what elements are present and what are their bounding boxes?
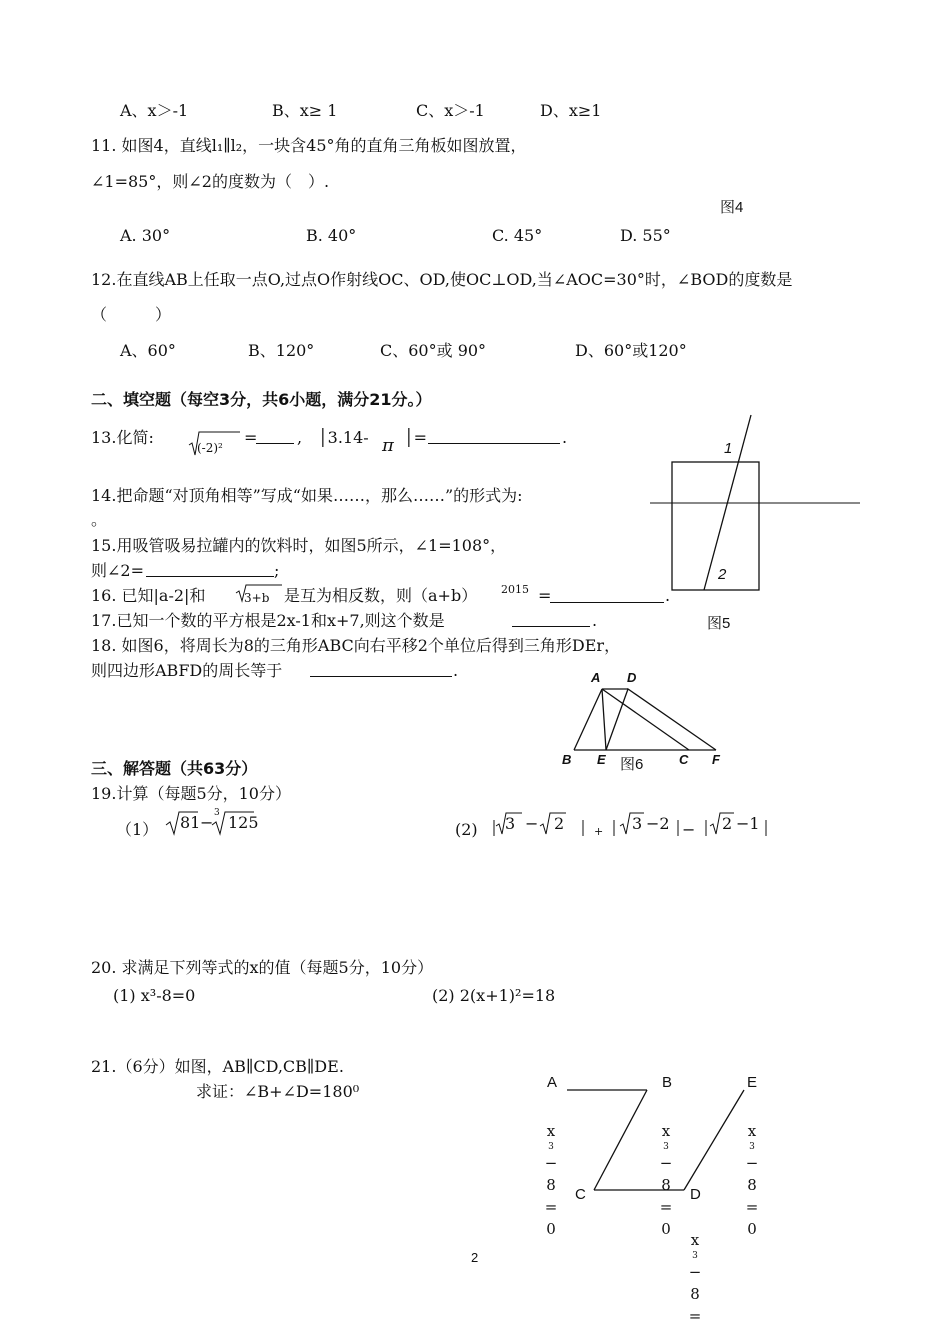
q19-p1-root-index: 3 (214, 808, 220, 818)
q13-abs-end: │= (404, 428, 428, 447)
fig6-label-f: F (712, 752, 720, 767)
q16-end: . (665, 586, 671, 605)
q11-option-b: B. 40° (306, 226, 357, 245)
q12-option-d: D、60°或120° (575, 341, 687, 360)
q19-p2-minus-2: −2 (646, 814, 670, 833)
page-number: 2 (471, 1250, 479, 1265)
q19-part2-label: (2) (455, 820, 478, 839)
q10-option-c: C、x＞-1 (416, 101, 485, 120)
q19-p2-radical-3 (620, 813, 644, 834)
fig6-triangle-abc-left (574, 689, 606, 750)
fig6-label-c: C (679, 752, 689, 767)
q14-text: 14.把命题“对顶角相等”写成“如果……，那么……”的形式为: (91, 486, 523, 505)
q13-abs: │3.14- (318, 428, 369, 447)
q19-p2-radicand-2: 2 (554, 814, 565, 833)
section2-heading: 二、填空题（每空3分，共6小题，满分21分。） (91, 390, 432, 409)
q13-comma: , (297, 428, 303, 447)
fig21-label-b: B (662, 1074, 673, 1091)
q16-radicand: 3+b (244, 591, 270, 605)
q18-line2: 则四边形ABFD的周长等于 (91, 661, 283, 680)
q11-line2: ∠1=85°，则∠2的度数为（ ）. (91, 172, 330, 191)
q19-p2-radical-4 (710, 813, 734, 834)
q18-line1: 18. 如图6，将周长为8的三角形ABC向右平移2个单位后得到三角形DEr， (91, 636, 621, 655)
fig21-overflow-column-b: x 3 − 8 = 0 (659, 1122, 673, 1238)
fig6-label: 图6 (620, 756, 644, 773)
q19-p1-radicand-1: 81 (180, 813, 201, 832)
fig6-label-a: A (591, 670, 601, 685)
q19-p1-radicand-2: 125 (228, 813, 259, 832)
fig21-overflow-column-d: x 3 − 8 = (688, 1231, 702, 1325)
q16-prefix: 16. 已知|a-2|和 (91, 586, 206, 605)
q16-exponent: 2015 (501, 583, 529, 596)
q12-line1: 12.在直线AB上任取一点O,过点O作射线OC、OD,使OC⊥OD,当∠AOC=30°时，∠BOD的度数是 (91, 270, 793, 289)
q11-option-d: D. 55° (620, 226, 671, 245)
q21-line1: 21.（6分）如图，AB∥CD,CB∥DE. (91, 1057, 344, 1076)
fig21-label-e: E (747, 1074, 758, 1091)
q19-part1-label: （1） (116, 820, 159, 839)
q18-end: . (453, 661, 459, 680)
q16-equals: = (538, 586, 552, 605)
fig21-overflow-column-a: x 3 − 8 = 0 (544, 1122, 558, 1238)
fig5-can (672, 462, 759, 590)
q12-line2: （ ） (91, 305, 172, 324)
q19-p2-plus: + (594, 825, 604, 838)
fig21-de (684, 1090, 744, 1190)
q17-end: . (592, 611, 598, 630)
q14-end: 。 (91, 510, 108, 529)
q13-pi: π (382, 435, 394, 456)
fig21-overflow-column-e: x 3 − 8 = 0 (745, 1122, 759, 1238)
q10-option-d: D、x≥1 (540, 101, 602, 120)
q19-p2-minus-1: − (525, 814, 539, 833)
q13-end: . (562, 428, 568, 447)
q19-p2-radicand-4: 2 (722, 814, 733, 833)
fig6-label-b: B (562, 752, 572, 767)
q21-line2: 求证：∠B+∠D=180⁰ (196, 1082, 360, 1101)
q15-line1: 15.用吸管吸易拉罐内的饮料时，如图5所示，∠1=108°， (91, 536, 507, 555)
q16-mid: 是互为相反数，则（a+b） (284, 586, 478, 605)
q19-p2-minus-3: − (682, 820, 696, 839)
fig5-label: 图5 (707, 615, 731, 632)
section3-heading: 三、解答题（共63分） (91, 759, 258, 778)
fig6-triangle-def (606, 689, 716, 750)
q13-prefix: 13.化简: (91, 428, 154, 447)
fig21-bc (594, 1090, 647, 1190)
fig21-label-c: C (575, 1186, 586, 1203)
q19-p1-radical-1 (166, 812, 201, 834)
q13-radicand: (-2)² (197, 441, 223, 455)
q11-option-a: A. 30° (120, 226, 171, 245)
q15-end: ; (274, 561, 280, 580)
fig4-label: 图4 (720, 199, 744, 216)
q19-p2-radicand-1: 3 (505, 814, 516, 833)
fig6-label-e: E (597, 752, 606, 767)
fig21-label-a: A (547, 1074, 558, 1091)
q19-p2-radical-2 (540, 813, 566, 834)
fig6-side-ac (602, 689, 689, 750)
q19-title: 19.计算（每题5分，10分） (91, 784, 291, 803)
fig21-label-d: D (690, 1186, 701, 1203)
q13-radical-sign (189, 432, 240, 455)
q10-option-b: B、x≥ 1 (272, 101, 338, 120)
q10-option-a: A、x＞-1 (120, 101, 189, 120)
q20-title: 20. 求满足下列等式的x的值（每题5分，10分） (91, 958, 434, 977)
fig5-angle-1: 1 (724, 440, 733, 457)
q13-equals: = (244, 428, 258, 447)
q11-option-c: C. 45° (492, 226, 543, 245)
q12-option-a: A、60° (120, 341, 176, 360)
fig6-label-d: D (627, 670, 637, 685)
q19-p2-radicand-3: 3 (632, 814, 643, 833)
q15-line2: 则∠2= (91, 561, 144, 580)
q19-p1-radical-2 (212, 812, 254, 834)
q16-radical-sign (236, 585, 282, 601)
q19-p2-radical-1 (496, 813, 522, 834)
q12-option-c: C、60°或 90° (380, 341, 487, 360)
q20-part1: (1) x³-8=0 (113, 986, 196, 1005)
q19-p2-minus-4: −1 (736, 814, 760, 833)
q17-text: 17.已知一个数的平方根是2x-1和x+7,则这个数是 (91, 611, 445, 630)
q11-line1: 11. 如图4，直线l₁∥l₂，一块含45°角的直角三角板如图放置， (91, 136, 527, 155)
fig5-angle-2: 2 (718, 566, 727, 583)
q12-option-b: B、120° (248, 341, 315, 360)
q19-p1-minus: − (200, 813, 214, 832)
q20-part2: (2) 2(x+1)²=18 (432, 986, 556, 1005)
